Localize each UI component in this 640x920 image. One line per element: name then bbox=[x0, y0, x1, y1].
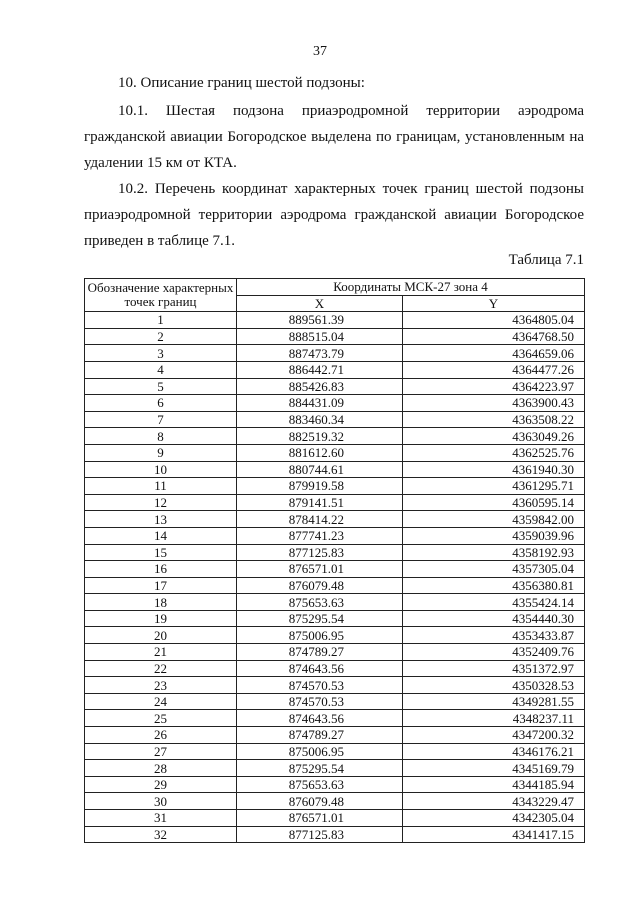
table-row bbox=[85, 644, 585, 661]
table-row bbox=[85, 577, 585, 594]
table-row bbox=[85, 511, 585, 528]
table-row bbox=[85, 810, 585, 827]
table-row bbox=[85, 776, 585, 793]
point-number-cell: 25 bbox=[85, 710, 237, 727]
table-row bbox=[85, 461, 585, 478]
table-row bbox=[85, 428, 585, 445]
x-coordinate-cell: 881612.60 bbox=[237, 444, 403, 461]
table-row bbox=[85, 594, 585, 611]
point-number-cell: 8 bbox=[85, 428, 237, 445]
y-coordinate-cell: 4347200.32 bbox=[403, 727, 585, 744]
point-number-cell: 4 bbox=[85, 361, 237, 378]
header-point-designation: Обозначение характерных точек границ bbox=[85, 279, 237, 312]
x-coordinate-cell: 874643.56 bbox=[237, 660, 403, 677]
x-coordinate-cell: 876079.48 bbox=[237, 793, 403, 810]
point-number-cell: 9 bbox=[85, 444, 237, 461]
point-number-cell: 15 bbox=[85, 544, 237, 561]
section-heading: 10. Описание границ шестой подзоны: bbox=[118, 75, 365, 91]
point-number-cell: 21 bbox=[85, 644, 237, 661]
table-row bbox=[85, 677, 585, 694]
x-coordinate-cell: 876571.01 bbox=[237, 810, 403, 827]
y-coordinate-cell: 4362525.76 bbox=[403, 444, 585, 461]
point-number-cell: 6 bbox=[85, 395, 237, 412]
table-row bbox=[85, 494, 585, 511]
point-number-cell: 30 bbox=[85, 793, 237, 810]
x-coordinate-cell: 884431.09 bbox=[237, 395, 403, 412]
point-number-cell: 11 bbox=[85, 478, 237, 495]
table-row bbox=[85, 328, 585, 345]
y-coordinate-cell: 4346176.21 bbox=[403, 743, 585, 760]
table-caption: Таблица 7.1 bbox=[508, 252, 584, 268]
table-row bbox=[85, 760, 585, 777]
table-row bbox=[85, 361, 585, 378]
point-number-cell: 5 bbox=[85, 378, 237, 395]
x-coordinate-cell: 874789.27 bbox=[237, 644, 403, 661]
x-coordinate-cell: 889561.39 bbox=[237, 312, 403, 329]
table-row bbox=[85, 660, 585, 677]
table-row bbox=[85, 345, 585, 362]
y-coordinate-cell: 4361295.71 bbox=[403, 478, 585, 495]
point-number-cell: 10 bbox=[85, 461, 237, 478]
y-coordinate-cell: 4353433.87 bbox=[403, 627, 585, 644]
x-coordinate-cell: 880744.61 bbox=[237, 461, 403, 478]
x-coordinate-cell: 887473.79 bbox=[237, 345, 403, 362]
paragraph-subzone-description: 10.1. Шестая подзона приаэродромной территории аэродрома гражданской авиации Богородское выделена по границам, установленным на удалении 15 км от КТА. bbox=[84, 103, 584, 171]
table-row bbox=[85, 395, 585, 412]
point-number-cell: 7 bbox=[85, 411, 237, 428]
x-coordinate-cell: 875006.95 bbox=[237, 627, 403, 644]
x-coordinate-cell: 875653.63 bbox=[237, 776, 403, 793]
y-coordinate-cell: 4344185.94 bbox=[403, 776, 585, 793]
table-row bbox=[85, 544, 585, 561]
point-number-cell: 26 bbox=[85, 727, 237, 744]
x-coordinate-cell: 874789.27 bbox=[237, 727, 403, 744]
point-number-cell: 29 bbox=[85, 776, 237, 793]
x-coordinate-cell: 875006.95 bbox=[237, 743, 403, 760]
x-coordinate-cell: 885426.83 bbox=[237, 378, 403, 395]
x-coordinate-cell: 875653.63 bbox=[237, 594, 403, 611]
header-x: X bbox=[237, 295, 403, 312]
point-number-cell: 14 bbox=[85, 527, 237, 544]
y-coordinate-cell: 4356380.81 bbox=[403, 577, 585, 594]
point-number-cell: 31 bbox=[85, 810, 237, 827]
point-number-cell: 20 bbox=[85, 627, 237, 644]
y-coordinate-cell: 4364659.06 bbox=[403, 345, 585, 362]
y-coordinate-cell: 4343229.47 bbox=[403, 793, 585, 810]
header-coordinates: Координаты МСК-27 зона 4 bbox=[237, 279, 585, 296]
point-number-cell: 3 bbox=[85, 345, 237, 362]
table-row bbox=[85, 727, 585, 744]
y-coordinate-cell: 4352409.76 bbox=[403, 644, 585, 661]
y-coordinate-cell: 4363508.22 bbox=[403, 411, 585, 428]
table-row bbox=[85, 693, 585, 710]
x-coordinate-cell: 874570.53 bbox=[237, 677, 403, 694]
table-header-row bbox=[85, 279, 585, 296]
table-row bbox=[85, 793, 585, 810]
table-row bbox=[85, 826, 585, 843]
y-coordinate-cell: 4364223.97 bbox=[403, 378, 585, 395]
x-coordinate-cell: 883460.34 bbox=[237, 411, 403, 428]
y-coordinate-cell: 4358192.93 bbox=[403, 544, 585, 561]
x-coordinate-cell: 874643.56 bbox=[237, 710, 403, 727]
point-number-cell: 19 bbox=[85, 610, 237, 627]
x-coordinate-cell: 886442.71 bbox=[237, 361, 403, 378]
table-body bbox=[85, 312, 585, 843]
y-coordinate-cell: 4364768.50 bbox=[403, 328, 585, 345]
y-coordinate-cell: 4361940.30 bbox=[403, 461, 585, 478]
table-row bbox=[85, 627, 585, 644]
x-coordinate-cell: 876079.48 bbox=[237, 577, 403, 594]
x-coordinate-cell: 878414.22 bbox=[237, 511, 403, 528]
y-coordinate-cell: 4354440.30 bbox=[403, 610, 585, 627]
y-coordinate-cell: 4350328.53 bbox=[403, 677, 585, 694]
y-coordinate-cell: 4364805.04 bbox=[403, 312, 585, 329]
point-number-cell: 24 bbox=[85, 693, 237, 710]
y-coordinate-cell: 4355424.14 bbox=[403, 594, 585, 611]
x-coordinate-cell: 879919.58 bbox=[237, 478, 403, 495]
paragraph-coordinates-list: 10.2. Перечень координат характерных точек границ шестой подзоны приаэродромной территории аэродрома гражданской авиации Богородское приведен в таблице 7.1. bbox=[84, 181, 584, 249]
y-coordinate-cell: 4349281.55 bbox=[403, 693, 585, 710]
point-number-cell: 18 bbox=[85, 594, 237, 611]
table-row bbox=[85, 743, 585, 760]
y-coordinate-cell: 4345169.79 bbox=[403, 760, 585, 777]
y-coordinate-cell: 4360595.14 bbox=[403, 494, 585, 511]
table-row bbox=[85, 527, 585, 544]
x-coordinate-cell: 877125.83 bbox=[237, 544, 403, 561]
point-number-cell: 22 bbox=[85, 660, 237, 677]
y-coordinate-cell: 4363049.26 bbox=[403, 428, 585, 445]
point-number-cell: 27 bbox=[85, 743, 237, 760]
x-coordinate-cell: 888515.04 bbox=[237, 328, 403, 345]
point-number-cell: 16 bbox=[85, 561, 237, 578]
x-coordinate-cell: 879141.51 bbox=[237, 494, 403, 511]
x-coordinate-cell: 874570.53 bbox=[237, 693, 403, 710]
x-coordinate-cell: 875295.54 bbox=[237, 760, 403, 777]
y-coordinate-cell: 4342305.04 bbox=[403, 810, 585, 827]
y-coordinate-cell: 4359039.96 bbox=[403, 527, 585, 544]
table-row bbox=[85, 610, 585, 627]
table-row bbox=[85, 710, 585, 727]
point-number-cell: 12 bbox=[85, 494, 237, 511]
x-coordinate-cell: 882519.32 bbox=[237, 428, 403, 445]
y-coordinate-cell: 4357305.04 bbox=[403, 561, 585, 578]
page-number: 37 bbox=[313, 44, 327, 59]
table-row bbox=[85, 312, 585, 329]
y-coordinate-cell: 4364477.26 bbox=[403, 361, 585, 378]
x-coordinate-cell: 875295.54 bbox=[237, 610, 403, 627]
table-row bbox=[85, 478, 585, 495]
point-number-cell: 13 bbox=[85, 511, 237, 528]
point-number-cell: 17 bbox=[85, 577, 237, 594]
y-coordinate-cell: 4351372.97 bbox=[403, 660, 585, 677]
y-coordinate-cell: 4359842.00 bbox=[403, 511, 585, 528]
y-coordinate-cell: 4341417.15 bbox=[403, 826, 585, 843]
point-number-cell: 1 bbox=[85, 312, 237, 329]
x-coordinate-cell: 877741.23 bbox=[237, 527, 403, 544]
table-row bbox=[85, 444, 585, 461]
x-coordinate-cell: 877125.83 bbox=[237, 826, 403, 843]
header-y: Y bbox=[403, 295, 585, 312]
x-coordinate-cell: 876571.01 bbox=[237, 561, 403, 578]
y-coordinate-cell: 4348237.11 bbox=[403, 710, 585, 727]
point-number-cell: 2 bbox=[85, 328, 237, 345]
table-row bbox=[85, 411, 585, 428]
coordinates-table bbox=[84, 278, 585, 843]
y-coordinate-cell: 4363900.43 bbox=[403, 395, 585, 412]
table-row bbox=[85, 561, 585, 578]
table-row bbox=[85, 378, 585, 395]
point-number-cell: 32 bbox=[85, 826, 237, 843]
point-number-cell: 28 bbox=[85, 760, 237, 777]
point-number-cell: 23 bbox=[85, 677, 237, 694]
